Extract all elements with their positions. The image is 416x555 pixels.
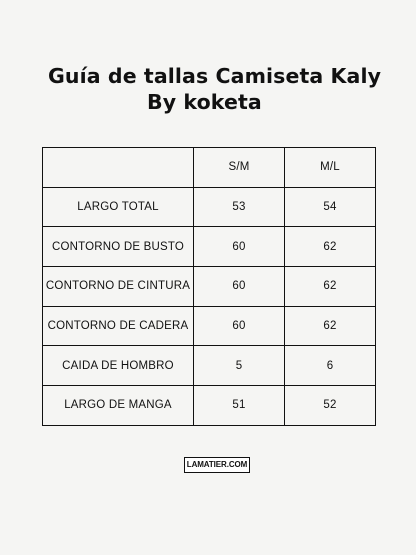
value-ml: 52 <box>285 386 376 426</box>
measure-label: CAIDA DE HOMBRO <box>43 346 194 386</box>
measure-label: LARGO DE MANGA <box>43 386 194 426</box>
page-title <box>0 63 416 115</box>
value-sm: 51 <box>194 386 285 426</box>
title-line-1: Guía de tallas Camiseta Kaly <box>48 64 382 88</box>
measure-label: CONTORNO DE CADERA <box>43 306 194 346</box>
table-row <box>43 346 376 386</box>
measure-label: CONTORNO DE BUSTO <box>43 227 194 267</box>
measure-label: CONTORNO DE CINTURA <box>43 267 194 307</box>
value-sm: 5 <box>194 346 285 386</box>
size-guide-table <box>42 147 376 426</box>
header-cell-ml: M/L <box>285 148 376 188</box>
table-row <box>43 187 376 227</box>
header-cell-sm: S/M <box>194 148 285 188</box>
value-ml: 54 <box>285 187 376 227</box>
table-row <box>43 306 376 346</box>
value-sm: 60 <box>194 306 285 346</box>
title-line-2: By koketa <box>147 90 262 114</box>
table-header-row <box>43 148 376 188</box>
value-ml: 6 <box>285 346 376 386</box>
brand-logo: LAMATIER.COM <box>184 457 250 473</box>
table-row <box>43 267 376 307</box>
value-sm: 60 <box>194 267 285 307</box>
table-row <box>43 386 376 426</box>
value-ml: 62 <box>285 306 376 346</box>
header-cell-empty <box>43 148 194 188</box>
table-row <box>43 227 376 267</box>
measure-label: LARGO TOTAL <box>43 187 194 227</box>
value-ml: 62 <box>285 267 376 307</box>
value-sm: 53 <box>194 187 285 227</box>
value-ml: 62 <box>285 227 376 267</box>
value-sm: 60 <box>194 227 285 267</box>
